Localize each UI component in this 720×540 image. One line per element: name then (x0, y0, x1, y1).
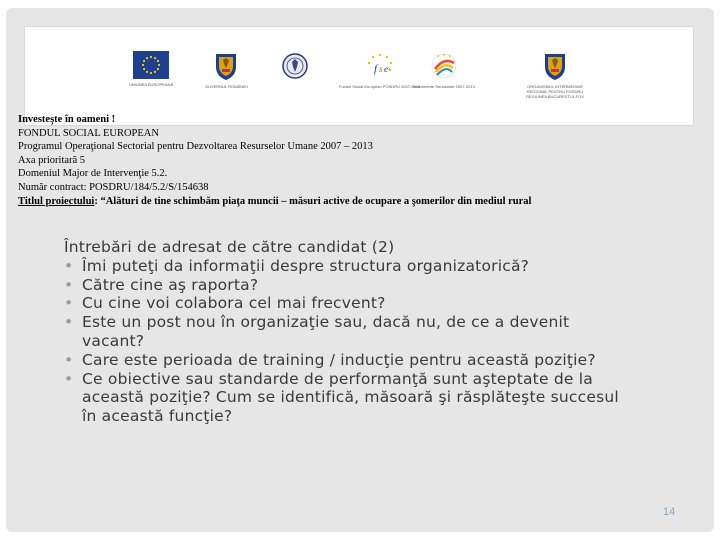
priority-axis: Axa prioritară 5 (18, 154, 86, 166)
fse-caption: Fondul Social European POSDRU 2007-2013 (339, 84, 421, 89)
program-name: Programul Operaţional Sectorial pentru Dezvoltarea Resurselor Umane 2007 – 2013 (18, 141, 373, 153)
svg-text:e: e (383, 64, 388, 74)
list-item: • Cu cine voi colabora cel mai frecvent? (64, 294, 624, 313)
slide-content (64, 238, 624, 426)
contract-number: Număr contract: POSDRU/184/5.2/S/154638 (18, 181, 209, 193)
slogan: Investeşte în oameni ! (18, 114, 116, 125)
eu-flag-caption: UNIUNEA EUROPEANĂ (129, 82, 174, 87)
project-title-label: Titlul proiectului (18, 195, 95, 207)
intermediate-body-caption: ORGANISMUL INTERMEDIAR REGIONAL PENTRU POSDRU REGIUNEA BUCUREȘTI-ILFOV (526, 84, 584, 99)
structural-instruments-logo (413, 51, 475, 89)
fse-icon (365, 51, 395, 81)
slide-heading: Întrebări de adresat de către candidat (2) (64, 238, 395, 256)
eu-flag-icon (133, 51, 169, 79)
question-list (64, 257, 624, 426)
ministry-seal-icon (282, 51, 308, 81)
project-title (18, 195, 678, 209)
structural-instruments-caption: Instrumente Structurale 2007-2013 (413, 84, 475, 89)
project-info (18, 113, 678, 208)
government-crest-logo (205, 51, 248, 89)
ministry-seal-logo (282, 51, 308, 81)
project-title-value: : “Alături de tine schimbăm piaţa muncii – măsuri active de ocupare a şomerilor din mediul rural (94, 195, 532, 207)
list-item: • Îmi puteţi da informaţii despre structura organizatorică? (64, 257, 624, 276)
fund-name: FONDUL SOCIAL EUROPEAN (18, 127, 159, 139)
structural-instruments-icon (427, 51, 461, 81)
list-item: • Către cine aş raporta? (64, 276, 624, 295)
government-crest-caption: GUVERNUL ROMÂNIEI (205, 84, 248, 89)
fse-logo (339, 51, 420, 89)
romanian-crest-icon (213, 51, 239, 81)
intermediate-body-logo (520, 51, 590, 99)
svg-text:s: s (378, 64, 383, 74)
eu-flag-logo (129, 51, 173, 87)
logo-strip (24, 26, 694, 126)
list-item: • Ce obiective sau standarde de performanţă sunt aşteptate de la această poziţie? Cum se identifică, măsoară şi răsplăteşte succesul în această funcţie? (64, 370, 624, 426)
intervention-domain: Domeniul Major de Intervenţie 5.2. (18, 168, 168, 180)
intermediate-body-crest-icon (542, 51, 568, 81)
page-number: 14 (663, 506, 676, 518)
list-item: • Care este perioada de training / inducţie pentru această poziţie? (64, 351, 624, 370)
list-item: • Este un post nou în organizaţie sau, dacă nu, de ce a devenit vacant? (64, 313, 624, 351)
svg-text:f: f (373, 63, 377, 75)
